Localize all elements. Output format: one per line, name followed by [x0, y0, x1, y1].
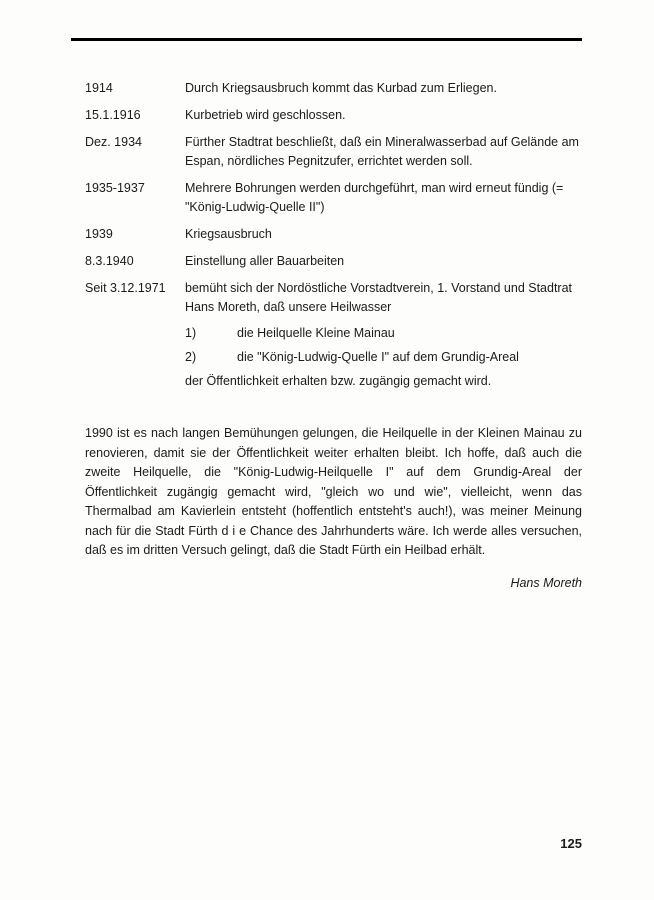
- sublist-item: [185, 348, 582, 367]
- entry-text: Kurbetrieb wird geschlossen.: [185, 108, 346, 122]
- entry-date: Seit 3.12.1971: [85, 281, 166, 295]
- timeline-entry: [85, 225, 582, 244]
- timeline-entry: [85, 106, 582, 125]
- page-number: 125: [560, 836, 582, 851]
- entry-text: bemüht sich der Nordöstliche Vorstadtverein, 1. Vorstand und Stadtrat Hans Moreth, daß unsere Heilwasser: [185, 281, 573, 314]
- entry-text: Einstellung aller Bauarbeiten: [185, 254, 345, 268]
- timeline-entry: [85, 79, 582, 98]
- entry-date: 1939: [85, 227, 113, 241]
- page-content: [85, 79, 582, 593]
- entry-date: Dez. 1934: [85, 135, 142, 149]
- body-paragraph: 1990 ist es nach langen Bemühungen gelungen, die Heilquelle in der Kleinen Mainau zu renovieren, damit sie der Öffentlichkeit weiter erhalten bleibt. Ich hoffe, daß auch die zweite Heilquelle, die "König-Ludwig-Heilquelle I" auf dem Grundig-Areal der Öffentlichkeit zugängig gemacht wird, "gleich wo und wie", vielleicht, wenn das Thermalbad am Kavierlein entsteht (hoffentlich entsteht's auch!), was meiner Meinung nach für die Stadt Fürth d i e Chance des Jahrhunderts wäre. Ich werde alles versuchen, daß es im dritten Versuch gelingt, daß die Stadt Fürth ein Heilbad erhält.: [85, 426, 582, 557]
- signature: Hans Moreth: [510, 575, 582, 590]
- entry-date: 15.1.1916: [85, 108, 141, 122]
- entry-date: 8.3.1940: [85, 254, 134, 268]
- timeline-entry: [85, 179, 582, 217]
- entry-closing-text: der Öffentlichkeit erhalten bzw. zugängig gemacht wird.: [185, 374, 492, 388]
- entry-text-block: [185, 279, 582, 391]
- timeline-entry: [85, 252, 582, 271]
- entry-date: 1914: [85, 81, 113, 95]
- top-rule: [71, 38, 582, 41]
- timeline-entry: [85, 279, 582, 391]
- timeline-entry: [85, 133, 582, 171]
- entry-text: Fürther Stadtrat beschließt, daß ein Mineralwasserbad auf Gelände am Espan, nördliches Pegnitzufer, errichtet werden soll.: [185, 135, 579, 168]
- sublist-item-number: 1): [185, 326, 197, 340]
- entry-text: Durch Kriegsausbruch kommt das Kurbad zum Erliegen.: [185, 81, 497, 95]
- entry-text: Mehrere Bohrungen werden durchgeführt, man wird erneut fündig (= "König-Ludwig-Quelle II"): [185, 181, 564, 214]
- sublist-item-text: die "König-Ludwig-Quelle I" auf dem Grundig-Areal: [237, 350, 519, 364]
- entry-date: 1935-1937: [85, 181, 145, 195]
- timeline: [85, 79, 582, 391]
- entry-text: Kriegsausbruch: [185, 227, 272, 241]
- sublist-item-number: 2): [185, 350, 197, 364]
- entry-sublist: [185, 324, 582, 367]
- sublist-item: [185, 324, 582, 343]
- sublist-item-text: die Heilquelle Kleine Mainau: [237, 326, 395, 340]
